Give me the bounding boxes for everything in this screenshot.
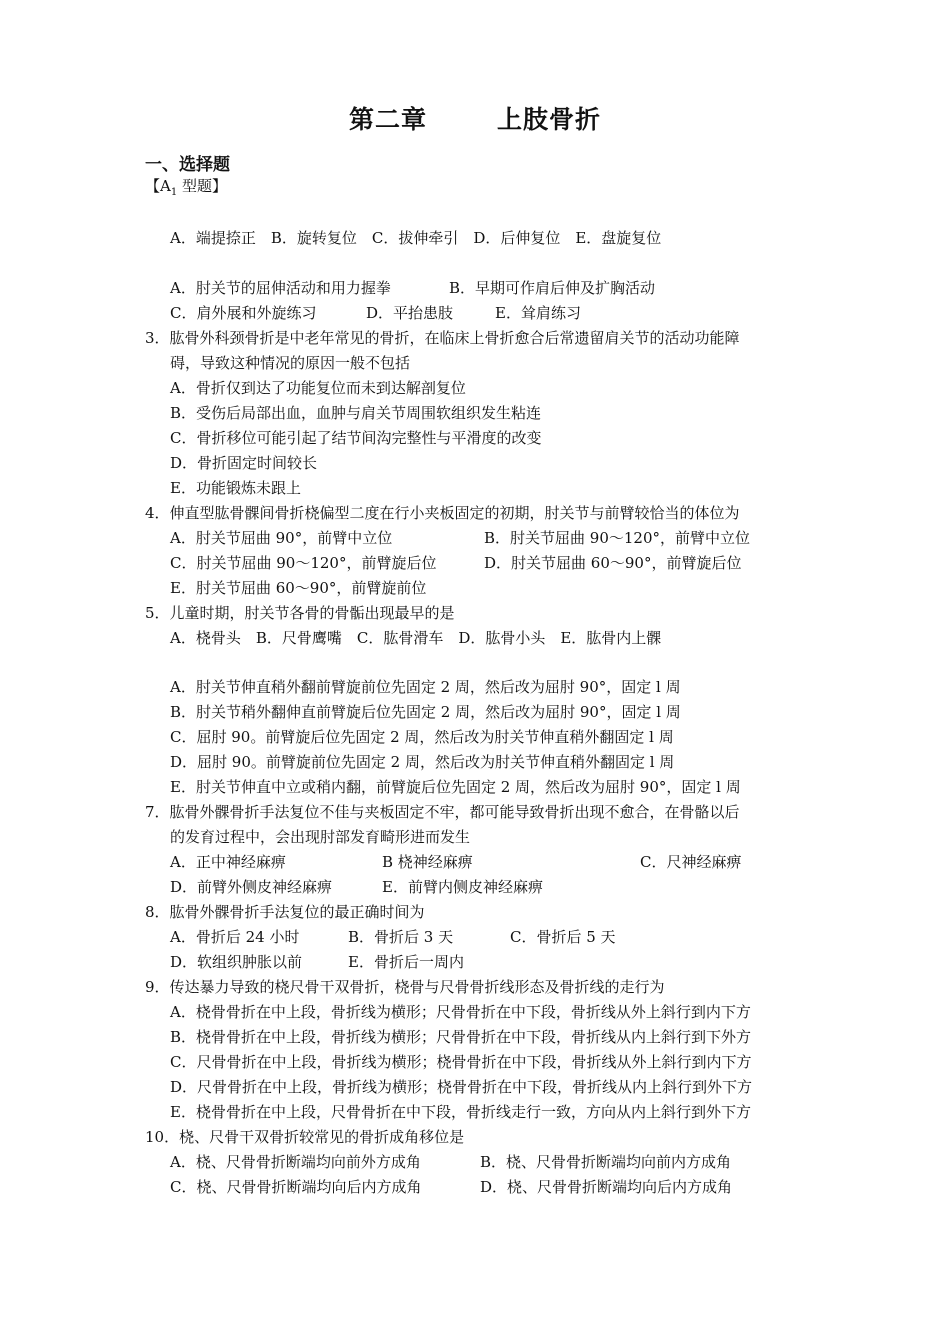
q7-option-c: C．尺神经麻痹 [640,853,742,871]
q9-option-d: D．尺骨骨折在中上段，骨折线为横形；桡骨骨折在中下段，骨折线从内上斜行到外下方 [170,1078,753,1096]
q6-option-a: A．肘关节伸直稍外翻前臂旋前位先固定 2 周，然后改为屈肘 90°，固定 l 周 [170,678,681,696]
q4-option-b: B．肘关节屈曲 90～120°，前臂中立位 [484,529,751,547]
q3-option-c: C．骨折移位可能引起了结节间沟完整性与平滑度的改变 [170,429,542,447]
q9-stem: 9．传达暴力导致的桡尺骨干双骨折，桡骨与尺骨骨折线形态及骨折线的走行为 [145,978,665,996]
q8-option-a: A．骨折后 24 小时 [170,928,300,946]
section-heading: 一、选择题 [145,155,230,175]
q2-option-a: A．肘关节的屈伸活动和用力握拳 [170,279,391,297]
question-type-label: 【$A_1$ 型题】 [145,177,227,198]
q4-option-c: C．肘关节屈曲 90～120°，前臂旋后位 [170,554,437,572]
q3-stem-line-1: 3．肱骨外科颈骨折是中老年常见的骨折，在临床上骨折愈合后常遗留肩关节的活动功能障 [145,329,740,347]
q7-option-b: B 桡神经麻痹 [382,853,473,871]
q7-option-a: A．正中神经麻痹 [170,853,286,871]
q10-option-c: C．桡、尺骨骨折断端均向后内方成角 [170,1178,422,1196]
q6-option-b: B．肘关节稍外翻伸直前臂旋后位先固定 2 周，然后改为屈肘 90°，固定 l 周 [170,703,681,721]
q8-option-c: C．骨折后 5 天 [510,928,616,946]
q4-option-d: D．肘关节屈曲 60～90°，前臂旋后位 [484,554,742,572]
q10-option-d: D．桡、尺骨骨折断端均向后内方成角 [480,1178,733,1196]
q2-option-c: C．肩外展和外旋练习 [170,304,317,322]
q10-stem: 10．桡、尺骨干双骨折较常见的骨折成角移位是 [145,1128,465,1146]
q2-option-d: D．平抬患肢 [366,304,454,322]
q10-option-b: B．桡、尺骨骨折断端均向前内方成角 [480,1153,732,1171]
q5-options: A．桡骨头 B．尺骨鹰嘴 C．肱骨滑车 D．肱骨小头 E．肱骨内上髁 [170,629,662,647]
q2-option-e: E．耸肩练习 [495,304,581,322]
q3-stem-line-2: 碍，导致这种情况的原因一般不包括 [170,354,411,372]
q4-stem: 4．伸直型肱骨髁间骨折桡偏型二度在行小夹板固定的初期，肘关节与前臂较恰当的体位为 [145,504,740,522]
q3-option-a: A．骨折仅到达了功能复位而未到达解剖复位 [170,379,466,397]
q9-option-b: B．桡骨骨折在中上段，骨折线为横形；尺骨骨折在中下段，骨折线从内上斜行到下外方 [170,1028,752,1046]
q7-stem-line-1: 7．肱骨外髁骨折手法复位不佳与夹板固定不牢，都可能导致骨折出现不愈合，在骨骼以后 [145,803,740,821]
q1-options: A．端提捺正 B．旋转复位 C．拔伸牵引 D．后伸复位 E．盘旋复位 [170,229,662,247]
q8-option-e: E．骨折后一周内 [348,953,464,971]
q8-option-b: B．骨折后 3 天 [348,928,454,946]
q9-option-a: A．桡骨骨折在中上段，骨折线为横形；尺骨骨折在中下段，骨折线从外上斜行到内下方 [170,1003,751,1021]
q3-option-e: E．功能锻炼未跟上 [170,479,301,497]
q7-option-d: D．前臂外侧皮神经麻痹 [170,878,333,896]
q6-option-d: D．屈肘 90。前臂旋前位先固定 2 周，然后改为肘关节伸直稍外翻固定 l 周 [170,753,675,771]
q4-option-a: A．肘关节屈曲 90°，前臂中立位 [170,529,393,547]
q8-stem: 8．肱骨外髁骨折手法复位的最正确时间为 [145,903,425,921]
chapter-name: 上肢骨折 [497,105,602,134]
q4-option-e: E．肘关节屈曲 60～90°，前臂旋前位 [170,579,427,597]
q10-option-a: A．桡、尺骨骨折断端均向前外方成角 [170,1153,421,1171]
q8-option-d: D．软组织肿胀以前 [170,953,303,971]
q3-option-d: D．骨折固定时间较长 [170,454,318,472]
q6-option-e: E．肘关节伸直中立或稍内翻，前臂旋后位先固定 2 周，然后改为屈肘 90°，固定 l 周 [170,778,741,796]
chapter-number: 第二章 [348,105,427,134]
q3-option-b: B．受伤后局部出血，血肿与肩关节周围软组织发生粘连 [170,404,542,422]
chapter-title [0,100,950,136]
q9-option-c: C．尺骨骨折在中上段，骨折线为横形；桡骨骨折在中下段，骨折线从外上斜行到内下方 [170,1053,752,1071]
q7-option-e: E．前臂内侧皮神经麻痹 [382,878,543,896]
q9-option-e: E．桡骨骨折在中上段，尺骨骨折在中下段，骨折线走行一致，方向从内上斜行到外下方 [170,1103,751,1121]
q5-stem: 5．儿童时期，肘关节各骨的骨骺出现最早的是 [145,604,455,622]
q6-option-c: C．屈肘 90。前臂旋后位先固定 2 周，然后改为肘关节伸直稍外翻固定 l 周 [170,728,674,746]
q2-option-b: B．早期可作肩后伸及扩胸活动 [449,279,656,297]
q7-stem-line-2: 的发育过程中，会出现肘部发育畸形进而发生 [170,828,471,846]
